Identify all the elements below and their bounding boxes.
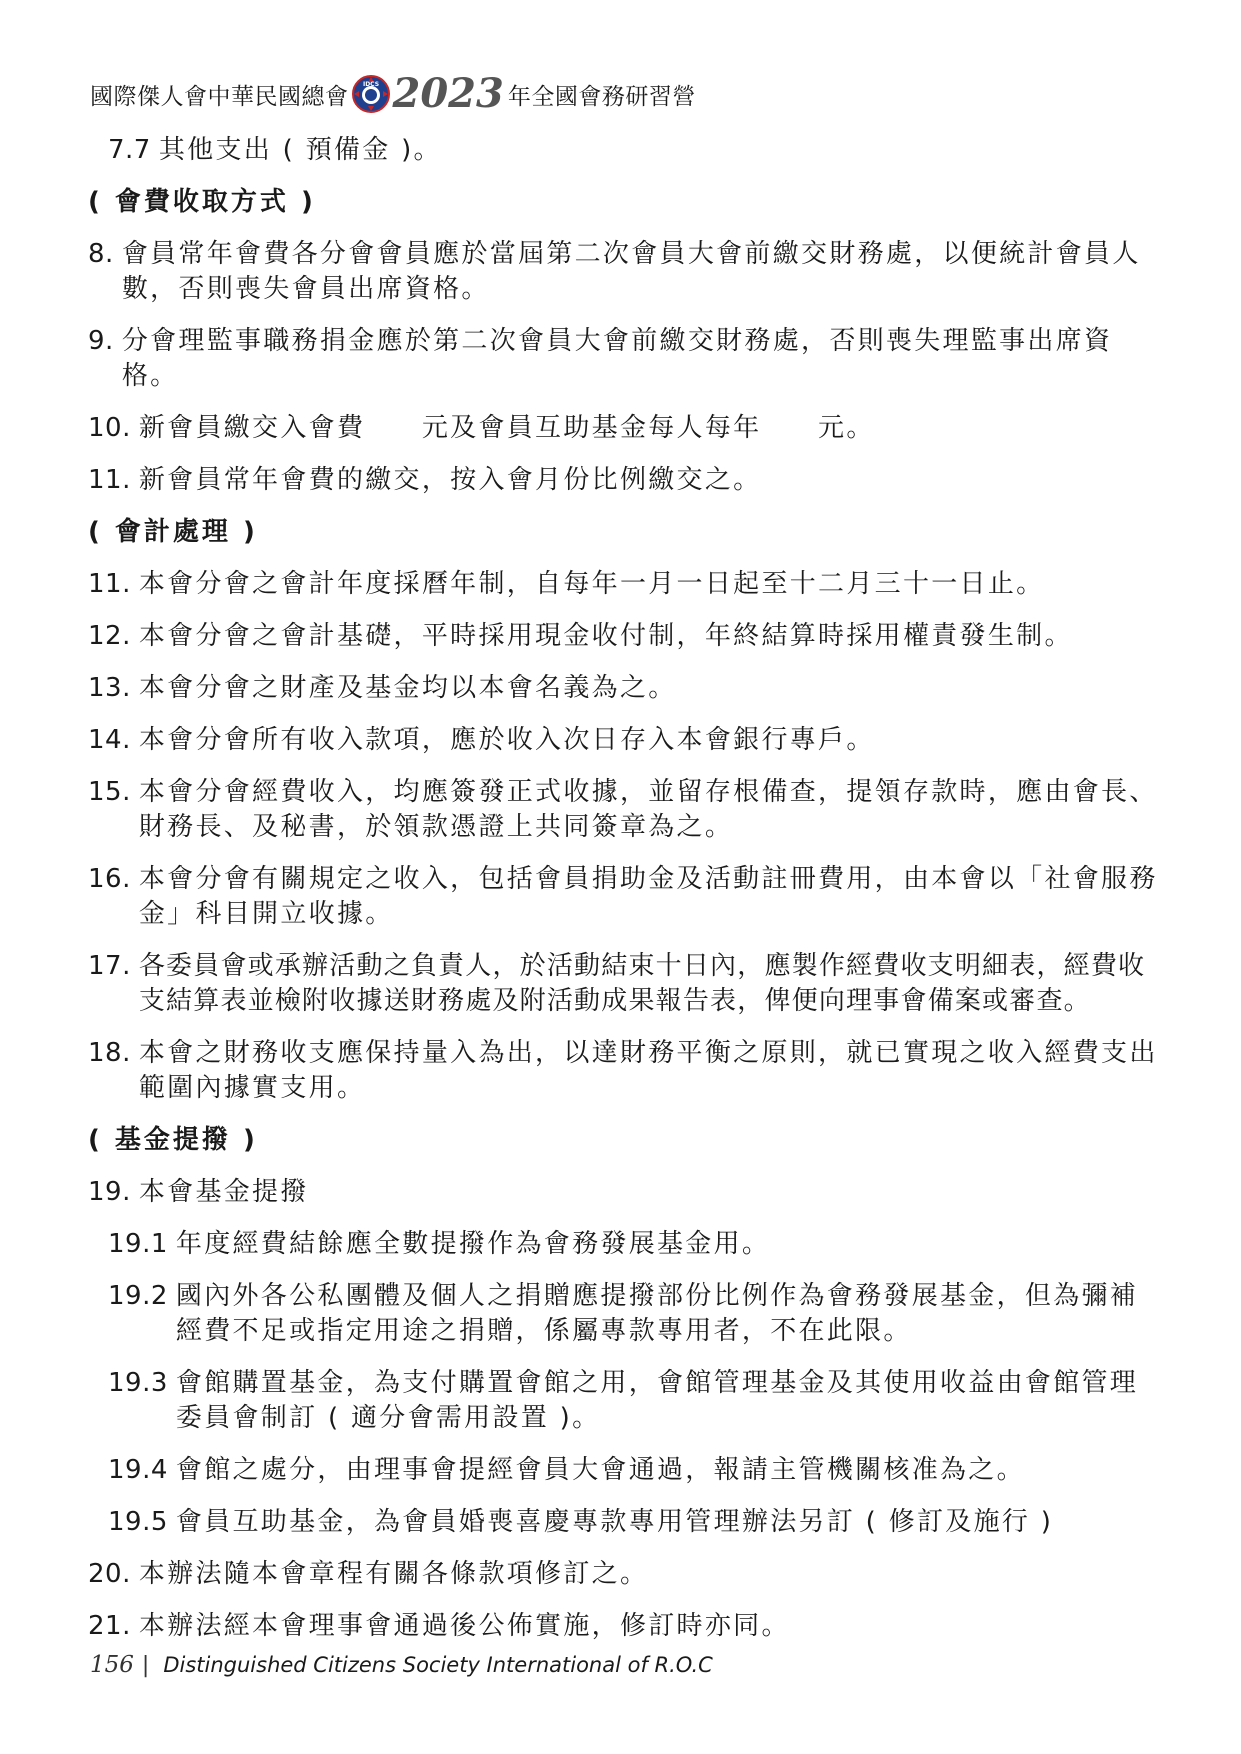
clause-number: 18.: [88, 1038, 131, 1068]
clause-item: [88, 1175, 1158, 1210]
clause-number: 11.: [88, 569, 131, 599]
clause-text: 本會分會有關規定之收入，包括會員捐助金及活動註冊費用，由本會以「社會服務金」科目開立收據。: [138, 864, 1158, 929]
clause-text: 本會分會所有收入款項，應於收入次日存入本會銀行專戶。: [138, 725, 875, 755]
clause-number: 12.: [88, 621, 131, 651]
idcs-logo-icon: [351, 74, 391, 114]
clause-text: 新會員常年會費的繳交，按入會月份比例繳交之。: [138, 465, 762, 495]
clause-text: 本辦法隨本會章程有關各條款項修訂之。: [138, 1559, 649, 1589]
clause-item: [88, 463, 1158, 498]
clause-number: 19.2: [108, 1281, 168, 1311]
clause-number: 19.3: [108, 1368, 168, 1398]
clause-text: 年度經費結餘應全數提撥作為會務發展基金用。: [175, 1229, 771, 1259]
clause-text: 國內外各公私團體及個人之捐贈應提撥部份比例作為會務發展基金，但為彌補經費不足或指定用途之捐贈，係屬專款專用者，不在此限。: [175, 1281, 1139, 1346]
footer-society-name: Distinguished Citizens Society International of R.O.C: [163, 1653, 713, 1677]
clause-text: 會員互助基金，為會員婚喪喜慶專款專用管理辦法另訂 ( 修訂及施行 ): [175, 1507, 1054, 1537]
section-heading: ( 基金提撥 ): [88, 1125, 258, 1155]
clause-item: [108, 1453, 1158, 1488]
clause-text: 本會分會之會計基礎，平時採用現金收付制，年終結算時採用權責發生制。: [138, 621, 1073, 651]
clause-item: [88, 723, 1158, 758]
clause-number: 19.1: [108, 1229, 168, 1259]
clause-text: 本會基金提撥: [138, 1177, 309, 1207]
clause-item: [88, 237, 1158, 307]
clause-text: 本會分會之財產及基金均以本會名義為之。: [138, 673, 677, 703]
header-camp-title: 年全國會務研習營: [507, 83, 696, 110]
clause-item: [88, 324, 1158, 394]
clause-item: [88, 619, 1158, 654]
clause-item: [88, 862, 1158, 932]
clause-item: [88, 1036, 1158, 1106]
clause-text: 各委員會或承辦活動之負責人，於活動結束十日內，應製作經費收支明細表，經費收支結算表並檢附收據送財務處及附活動成果報告表，俾便向理事會備案或審查。: [138, 951, 1146, 1016]
clause-item: [88, 949, 1158, 1019]
clause-item: [88, 411, 1158, 446]
page-header: [90, 70, 696, 117]
clause-text: 本會之財務收支應保持量入為出，以達財務平衡之原則，就已實現之收入經費支出範圍內據實支用。: [138, 1038, 1158, 1103]
document-body: [88, 133, 1158, 1661]
clause-number: 14.: [88, 725, 131, 755]
clause-text: 會館購置基金，為支付購置會館之用，會館管理基金及其使用收益由會館管理委員會制訂 ( 適分會需用設置 )。: [175, 1368, 1139, 1433]
clause-text: 新會員繳交入會費 元及會員互助基金每人每年 元。: [138, 413, 875, 443]
page-number: 156: [90, 1652, 134, 1678]
clause-number: 17.: [88, 951, 131, 981]
clause-number: 19.5: [108, 1507, 168, 1537]
footer-separator: |: [141, 1653, 150, 1678]
clause-item: [88, 775, 1158, 845]
clause-text: 本辦法經本會理事會通過後公佈實施，修訂時亦同。: [138, 1611, 790, 1641]
clause-number: 9.: [88, 326, 114, 356]
clause-number: 15.: [88, 777, 131, 807]
clause-item: [108, 1227, 1158, 1262]
logo-text: IDCS: [362, 81, 379, 88]
clause-text: 本會分會之會計年度採曆年制，自每年一月一日起至十二月三十一日止。: [138, 569, 1045, 599]
clause-number: 19.: [88, 1177, 131, 1207]
clause-item: [108, 1279, 1158, 1349]
clause-number: 21.: [88, 1611, 131, 1641]
clause-number: 8.: [88, 239, 114, 269]
clause-item: [108, 133, 1158, 168]
clause-number: 10.: [88, 413, 131, 443]
clause-item: [88, 1609, 1158, 1644]
clause-text: 其他支出 ( 預備金 )。: [158, 135, 442, 165]
clause-text: 分會理監事職務捐金應於第二次會員大會前繳交財務處，否則喪失理監事出席資格。: [121, 326, 1113, 391]
clause-text: 會員常年會費各分會會員應於當屆第二次會員大會前繳交財務處，以便統計會員人數，否則喪失會員出席資格。: [121, 239, 1141, 304]
clause-number: 16.: [88, 864, 131, 894]
clause-number: 19.4: [108, 1455, 168, 1485]
clause-text: 本會分會經費收入，均應簽發正式收據，並留存根備查，提領存款時，應由會長、財務長、及秘書，於領款憑證上共同簽章為之。: [138, 777, 1158, 842]
section-heading: ( 會費收取方式 ): [88, 187, 316, 217]
clause-item: [88, 567, 1158, 602]
header-year: 2023: [392, 70, 504, 117]
clause-text: 會館之處分，由理事會提經會員大會通過，報請主管機關核准為之。: [175, 1455, 1025, 1485]
clause-number: 20.: [88, 1559, 131, 1589]
clause-item: [108, 1366, 1158, 1436]
page-footer: [90, 1652, 713, 1678]
clause-item: [88, 671, 1158, 706]
header-org-name: 國際傑人會中華民國總會: [90, 83, 349, 110]
clause-item: [88, 1557, 1158, 1592]
clause-number: 11.: [88, 465, 131, 495]
clause-number: 7.7: [108, 135, 151, 165]
clause-number: 13.: [88, 673, 131, 703]
clause-item: [108, 1505, 1158, 1540]
section-heading: ( 會計處理 ): [88, 517, 258, 547]
